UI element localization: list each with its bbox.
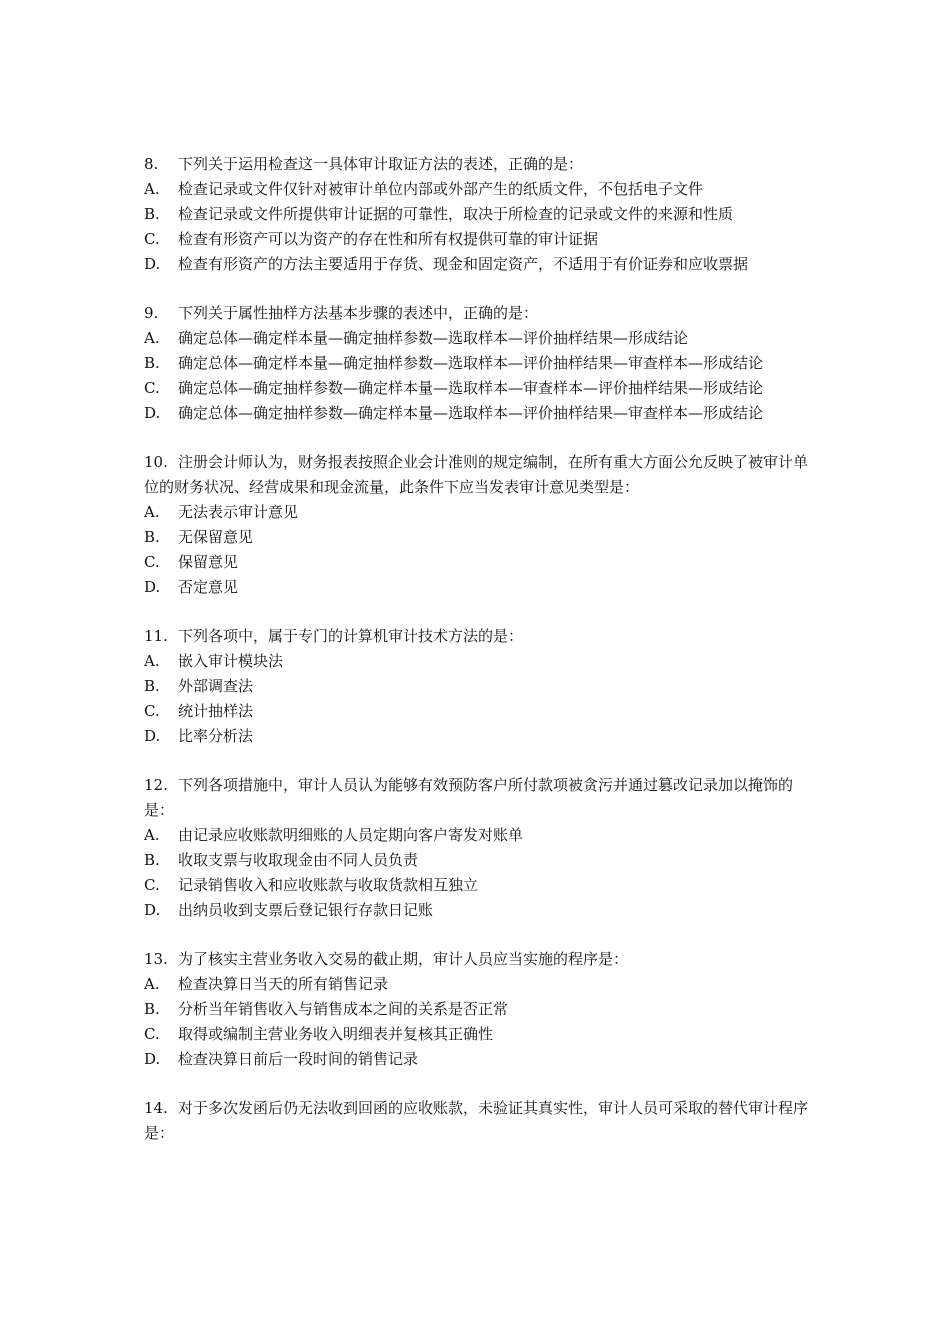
option-d: D. 出纳员收到支票后登记银行存款日记账 (144, 901, 434, 919)
option-d: D. 检查有形资产的方法主要适用于存货、现金和固定资产，不适用于有价证券和应收票据 (144, 255, 749, 273)
question-14 (144, 1096, 814, 1146)
option-d: D. 检查决算日前后一段时间的销售记录 (144, 1050, 419, 1068)
question-stem: 13. 为了核实主营业务收入交易的截止期，审计人员应当实施的程序是： (144, 950, 629, 968)
question-stem: 11. 下列各项中，属于专门的计算机审计技术方法的是： (144, 627, 524, 645)
option-c: C. 记录销售收入和应收账款与收取货款相互独立 (144, 876, 479, 894)
question-stem: 10. 注册会计师认为，财务报表按照企业会计准则的规定编制，在所有重大方面公允反映了被审计单位的财务状况、经营成果和现金流量，此条件下应当发表审计意见类型是： (144, 453, 809, 496)
option-a: A. 由记录应收账款明细账的人员定期向客户寄发对账单 (144, 826, 524, 844)
option-c: C. 确定总体—确定抽样参数—确定样本量—选取样本—审查样本—评价抽样结果—形成结论 (144, 379, 764, 397)
option-a: A. 检查决算日当天的所有销售记录 (144, 975, 389, 993)
question-11 (144, 624, 814, 749)
option-b: B. 收取支票与收取现金由不同人员负责 (144, 851, 419, 869)
option-c: C. 检查有形资产可以为资产的存在性和所有权提供可靠的审计证据 (144, 230, 599, 248)
question-8 (144, 152, 814, 277)
question-stem: 12. 下列各项措施中，审计人员认为能够有效预防客户所付款项被贪污并通过篡改记录加以掩饰的是： (144, 776, 794, 819)
option-b: B. 确定总体—确定样本量—确定抽样参数—选取样本—评价抽样结果—审查样本—形成结论 (144, 354, 764, 372)
option-c: C. 统计抽样法 (144, 702, 254, 720)
question-9 (144, 301, 814, 426)
option-b: B. 外部调查法 (144, 677, 254, 695)
option-b: B. 分析当年销售收入与销售成本之间的关系是否正常 (144, 1000, 509, 1018)
option-d: D. 确定总体—确定抽样参数—确定样本量—选取样本—评价抽样结果—审查样本—形成结论 (144, 404, 764, 422)
option-c: C. 取得或编制主营业务收入明细表并复核其正确性 (144, 1025, 494, 1043)
option-a: A. 检查记录或文件仅针对被审计单位内部或外部产生的纸质文件，不包括电子文件 (144, 180, 704, 198)
option-a: A. 无法表示审计意见 (144, 503, 299, 521)
question-stem: 14. 对于多次发函后仍无法收到回函的应收账款，未验证其真实性，审计人员可采取的替代审计程序是： (144, 1099, 809, 1142)
question-stem: 8. 下列关于运用检查这一具体审计取证方法的表述，正确的是： (144, 155, 584, 173)
question-12 (144, 773, 814, 923)
option-b: B. 无保留意见 (144, 528, 254, 546)
option-b: B. 检查记录或文件所提供审计证据的可靠性，取决于所检查的记录或文件的来源和性质 (144, 205, 734, 223)
option-d: D. 比率分析法 (144, 727, 254, 745)
option-c: C. 保留意见 (144, 553, 239, 571)
option-a: A. 确定总体—确定样本量—确定抽样参数—选取样本—评价抽样结果—形成结论 (144, 329, 689, 347)
question-10 (144, 450, 814, 600)
question-13 (144, 947, 814, 1072)
option-d: D. 否定意见 (144, 578, 239, 596)
option-a: A. 嵌入审计模块法 (144, 652, 284, 670)
question-stem: 9. 下列关于属性抽样方法基本步骤的表述中，正确的是： (144, 304, 539, 322)
document-page (144, 152, 814, 1170)
